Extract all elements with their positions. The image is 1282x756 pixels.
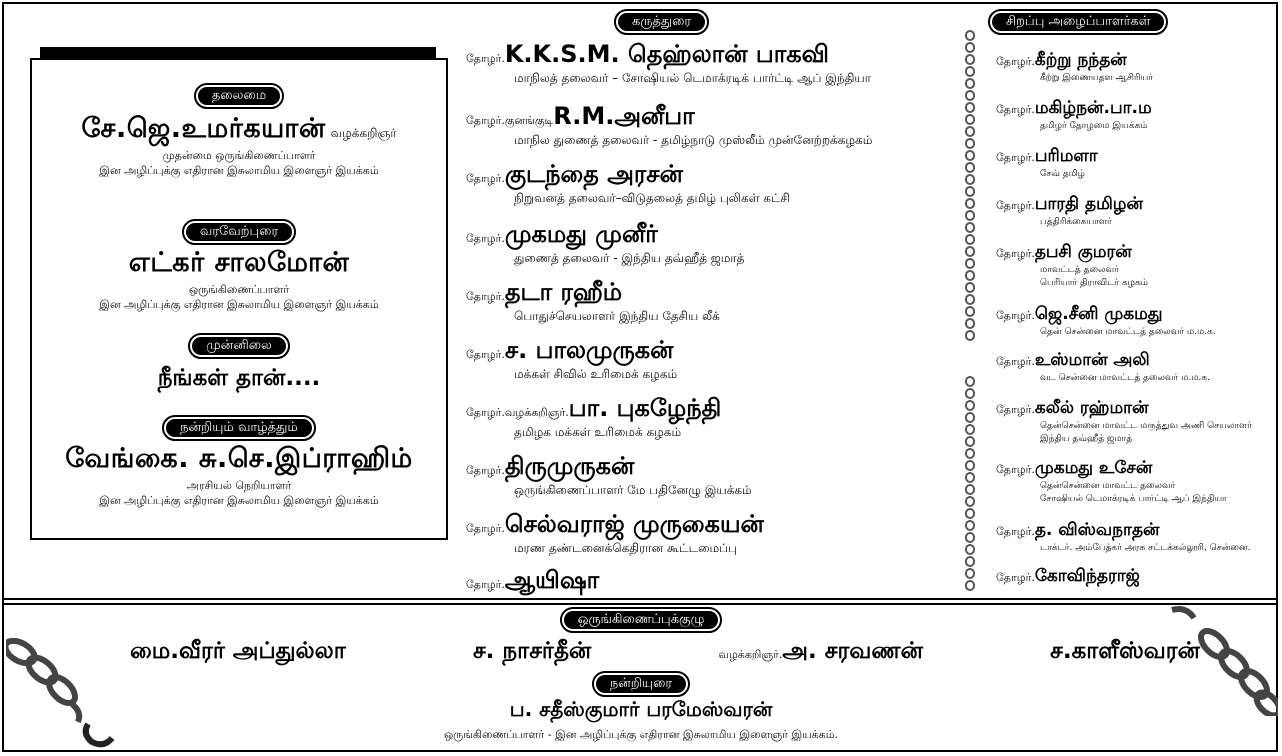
thanks-section xyxy=(32,416,446,508)
guest-name: கீற்று நந்தன் xyxy=(1034,50,1127,70)
chain-link-icon xyxy=(965,472,975,483)
speaker-item xyxy=(466,510,956,557)
chain-link-icon xyxy=(965,174,975,185)
speaker-role: மாநில துணைத் தலைவர் - தமிழ்நாடு முஸ்லீம் முன்னேற்றக்கழகம் xyxy=(514,133,873,147)
guest-name: ஜெ.சீனி முகமது xyxy=(1034,304,1163,324)
speaker-name: திருமுருகன் xyxy=(504,452,635,480)
member-prefix: வழக்கறிஞர். xyxy=(718,648,783,661)
chain-link-icon xyxy=(965,282,975,293)
keynote-label: கருத்துரை xyxy=(616,11,707,33)
speaker-item xyxy=(466,220,956,267)
welcome-label: வரவேற்புரை xyxy=(184,221,294,243)
guest-role: தென் சென்னை மாவட்டத் தலைவர் ம.ம.க. xyxy=(1040,327,1216,337)
chain-link-icon xyxy=(965,306,975,317)
welcome-name: எட்கர் சாலமோன் xyxy=(128,247,350,278)
vote-of-thanks-name: ப. சதீஸ்குமார் பரமேஸ்வரன் xyxy=(509,697,773,721)
thanks-role-1: அரசியல் நெறியாளர் xyxy=(186,479,292,492)
speaker-role: தமிழக மக்கள் உரிமைக் கழகம் xyxy=(514,425,682,439)
guest-item xyxy=(996,520,1276,555)
thanks-name: வேங்கை. சு.செ.இப்ராஹிம் xyxy=(65,443,413,474)
speaker-role: மக்கள் சிவில் உரிமைக் கழகம் xyxy=(514,367,678,381)
chain-link-icon xyxy=(965,412,975,423)
bottom-section xyxy=(0,600,1282,752)
chair-label: தலைமை xyxy=(196,85,282,107)
presence-label: முன்னிலை xyxy=(190,335,288,357)
guest-role-2: சோஷியல் டெமாக்ரடிக் பார்ட்டி ஆப் இந்தியா xyxy=(1040,494,1227,504)
speaker-item xyxy=(466,278,956,325)
chain-link-icon xyxy=(965,580,975,591)
chain-link-icon xyxy=(965,400,975,411)
chair-suffix: வழக்கறிஞர் xyxy=(330,126,397,140)
speaker-prefix: தோழர். xyxy=(466,290,505,303)
chain-link-icon xyxy=(965,198,975,209)
chain-link-icon xyxy=(965,270,975,281)
speaker-role: பொதுச்செயலாளர் இந்திய தேசிய லீக் xyxy=(514,309,720,323)
chain-link-icon xyxy=(965,424,975,435)
chain-link-icon xyxy=(965,258,975,269)
guest-item xyxy=(996,458,1276,506)
member-name: அ. சரவணன் xyxy=(782,638,923,664)
coordination-member xyxy=(473,638,591,667)
chain-link-icon xyxy=(965,54,975,65)
guest-prefix: தோழர். xyxy=(996,247,1035,260)
guest-role: வட சென்னை மாவட்டத் தலைவர் ம.ம.க. xyxy=(1040,373,1210,383)
speaker-name: முகமது முனீர் xyxy=(504,220,658,248)
guest-item xyxy=(996,566,1276,588)
chain-link-icon xyxy=(965,508,975,519)
speaker-name: K.K.S.M. தெஹ்லான் பாகவி xyxy=(504,40,829,68)
speaker-item xyxy=(466,452,956,499)
speaker-name: தடா ரஹீம் xyxy=(504,278,623,306)
guest-name: த. விஸ்வநாதன் xyxy=(1034,520,1160,540)
chain-link-icon xyxy=(965,30,975,41)
chain-link-icon xyxy=(965,484,975,495)
chain-link-icon xyxy=(965,138,975,149)
speaker-name: R.M.அனீபா xyxy=(553,102,695,130)
guest-item xyxy=(996,304,1276,339)
speaker-item xyxy=(466,336,956,383)
chain-link-icon xyxy=(965,150,975,161)
speaker-item xyxy=(466,160,956,207)
guest-item xyxy=(996,398,1276,446)
chain-link-icon xyxy=(965,294,975,305)
guest-role-2: இந்திய தவ்ஹீத் ஜமாத் xyxy=(1040,434,1133,444)
special-guests-label: சிறப்பு அழைப்பாளர்கள் xyxy=(990,11,1166,33)
guest-name: கலீல் ரஹ்மான் xyxy=(1034,398,1149,418)
guest-prefix: தோழர். xyxy=(996,571,1035,584)
chain-link-icon xyxy=(965,448,975,459)
speaker-item xyxy=(466,394,956,441)
chain-link-icon xyxy=(965,186,975,197)
left-panel xyxy=(30,58,448,540)
chain-link-icon xyxy=(965,102,975,113)
speaker-item xyxy=(466,566,956,597)
guest-prefix: தோழர். xyxy=(996,355,1035,368)
chain-divider-bottom xyxy=(963,376,977,592)
speaker-item xyxy=(466,102,956,149)
speaker-prefix: தோழர். xyxy=(466,464,505,477)
thanks-role-2: இன அழிப்புக்கு எதிரான இசுலாமிய இளைஞர் இயக்கம் xyxy=(99,494,379,507)
presence-section xyxy=(32,334,446,394)
speaker-prefix: தோழர். xyxy=(466,172,505,185)
guest-role: பத்திரிக்கையாளர் xyxy=(1040,217,1112,227)
guest-item xyxy=(996,146,1276,181)
member-name: மை.வீரர் அப்துல்லா xyxy=(130,638,346,664)
guest-role: டாக்டர். அம்பேத்கர் அரசு சட்டக்கல்லூரி, சென்னை. xyxy=(1040,543,1251,553)
chain-link-icon xyxy=(965,496,975,507)
speaker-role: நிறுவனத் தலைவர்–விடுதலைத் தமிழ் புலிகள் கட்சி xyxy=(514,191,790,205)
speaker-role: துணைத் தலைவர் - இந்திய தவ்ஹீத் ஜமாத் xyxy=(514,251,745,265)
speaker-name: குடந்தை அரசன் xyxy=(504,160,683,188)
speaker-role: ஒருங்கிணைப்பாளர் மே பதினேழு இயக்கம் xyxy=(514,483,752,497)
chain-link-icon xyxy=(965,90,975,101)
chain-link-icon xyxy=(965,222,975,233)
guest-role: தென்சென்னை மாவட்ட மருத்துவ அணி செயலாளர் xyxy=(1040,421,1252,431)
chain-link-icon xyxy=(965,436,975,447)
guest-role: மாவட்டத் தலைவர் xyxy=(1040,265,1119,275)
guest-role: தென்சென்னை மாவட்ட தலைவர் xyxy=(1040,481,1176,491)
guest-prefix: தோழர். xyxy=(996,151,1035,164)
special-guests-column xyxy=(990,8,1276,598)
guest-name: கோவிந்தராஜ் xyxy=(1034,566,1140,586)
speaker-prefix: தோழர். xyxy=(466,522,505,535)
guest-prefix: தோழர். xyxy=(996,525,1035,538)
guest-name: மகிழ்நன்.பா.ம xyxy=(1034,98,1152,118)
chain-link-icon xyxy=(965,330,975,341)
speaker-name: செல்வராஜ் முருகையன் xyxy=(504,510,764,538)
guest-prefix: தோழர். xyxy=(996,309,1035,322)
chain-link-icon xyxy=(965,556,975,567)
guest-role-2: பெரியார் திராவிடர் கழகம் xyxy=(1040,278,1148,288)
chain-link-icon xyxy=(965,246,975,257)
guest-prefix: தோழர். xyxy=(996,199,1035,212)
chair-role-2: இன அழிப்புக்கு எதிரான இசுலாமிய இளைஞர் இயக்கம் xyxy=(99,164,379,177)
guest-prefix: தோழர். xyxy=(996,103,1035,116)
chain-divider-top xyxy=(963,30,977,342)
keynote-column xyxy=(466,8,956,598)
speaker-prefix: தோழர். xyxy=(466,348,505,361)
chair-section xyxy=(32,84,446,178)
vote-of-thanks-label: நன்றியுரை xyxy=(594,673,688,695)
coordination-member xyxy=(1050,638,1200,667)
chain-link-icon xyxy=(965,388,975,399)
guest-item xyxy=(996,350,1276,385)
chair-name-line xyxy=(32,113,446,148)
chain-link-icon xyxy=(965,162,975,173)
guest-prefix: தோழர். xyxy=(996,403,1035,416)
speaker-name: ச. பாலமுருகன் xyxy=(504,336,674,364)
guest-name: முகமது உசேன் xyxy=(1034,458,1153,478)
speaker-role: மாநிலத் தலைவர் – சோஷியல் டெமாக்ரடிக் பார்ட்டி ஆப் இந்தியா xyxy=(514,71,871,85)
welcome-role-2: இன அழிப்புக்கு எதிரான இசுலாமிய இளைஞர் இயக்கம் xyxy=(99,298,379,311)
speaker-item xyxy=(466,40,956,87)
welcome-role-1: ஒருங்கிணைப்பாளர் xyxy=(188,283,290,296)
guest-role: சேவ் தமிழ் xyxy=(1040,169,1085,179)
welcome-section xyxy=(32,220,446,312)
chain-link-icon xyxy=(965,66,975,77)
chair-role-1: முதன்மை ஒருங்கிணைப்பாளர் xyxy=(162,149,316,162)
guest-name: பாரதி தமிழன் xyxy=(1034,194,1143,214)
coordination-label: ஒருங்கிணைப்புக்குழு xyxy=(562,609,721,631)
guest-item xyxy=(996,242,1276,290)
guest-prefix: தோழர். xyxy=(996,55,1035,68)
chain-link-icon xyxy=(965,568,975,579)
guest-role: கீற்று இணையதள ஆசிரியர் xyxy=(1040,73,1153,83)
coordination-member xyxy=(130,638,346,667)
member-name: ச. நாசர்தீன் xyxy=(472,638,592,664)
chain-link-icon xyxy=(965,234,975,245)
speaker-name: பா. புகழேந்தி xyxy=(568,394,722,422)
guest-item xyxy=(996,50,1276,85)
chair-name: சே.ஜெ.உமர்கயான் xyxy=(81,113,326,144)
speaker-prefix: தோழர். xyxy=(466,52,505,65)
chain-link-icon xyxy=(965,114,975,125)
guest-item xyxy=(996,194,1276,229)
guest-name: உஸ்மான் அலி xyxy=(1034,350,1150,370)
member-name: ச.காளீஸ்வரன் xyxy=(1050,638,1200,664)
chain-link-icon xyxy=(965,520,975,531)
chain-link-icon xyxy=(965,78,975,89)
speaker-name: ஆயிஷா xyxy=(504,566,600,594)
speaker-role: மரண தண்டனைக்கெதிரான கூட்டமைப்பு xyxy=(514,541,738,555)
vote-of-thanks-role: ஒருங்கிணைப்பாளர் - இன அழிப்புக்கு எதிரான இசுலாமிய இளைஞர் இயக்கம். xyxy=(443,728,839,741)
presence-name: நீங்கள் தான்.... xyxy=(157,365,321,391)
chain-link-icon xyxy=(965,210,975,221)
chain-link-icon xyxy=(965,42,975,53)
speaker-prefix: தோழர்.வழக்கறிஞர். xyxy=(466,406,569,419)
coordination-members xyxy=(130,638,1200,667)
chain-link-icon xyxy=(965,126,975,137)
speaker-prefix: தோழர். xyxy=(466,232,505,245)
chain-link-icon xyxy=(965,532,975,543)
guest-item xyxy=(996,98,1276,133)
coordination-member xyxy=(718,638,923,667)
guest-prefix: தோழர். xyxy=(996,463,1035,476)
chain-link-icon xyxy=(965,318,975,329)
speaker-prefix: தோழர். xyxy=(466,578,505,591)
thanks-label: நன்றியும் வாழ்த்தும் xyxy=(164,417,314,439)
speaker-prefix: தோழர்.குனங்குடி xyxy=(466,114,554,127)
chain-link-icon xyxy=(965,544,975,555)
guest-name: தபசி குமரன் xyxy=(1034,242,1132,262)
guest-role: தமிழர் தோழமை இயக்கம் xyxy=(1040,121,1148,131)
chain-link-icon xyxy=(965,460,975,471)
chain-link-icon xyxy=(965,376,975,387)
guest-name: பரிமளா xyxy=(1034,146,1098,166)
